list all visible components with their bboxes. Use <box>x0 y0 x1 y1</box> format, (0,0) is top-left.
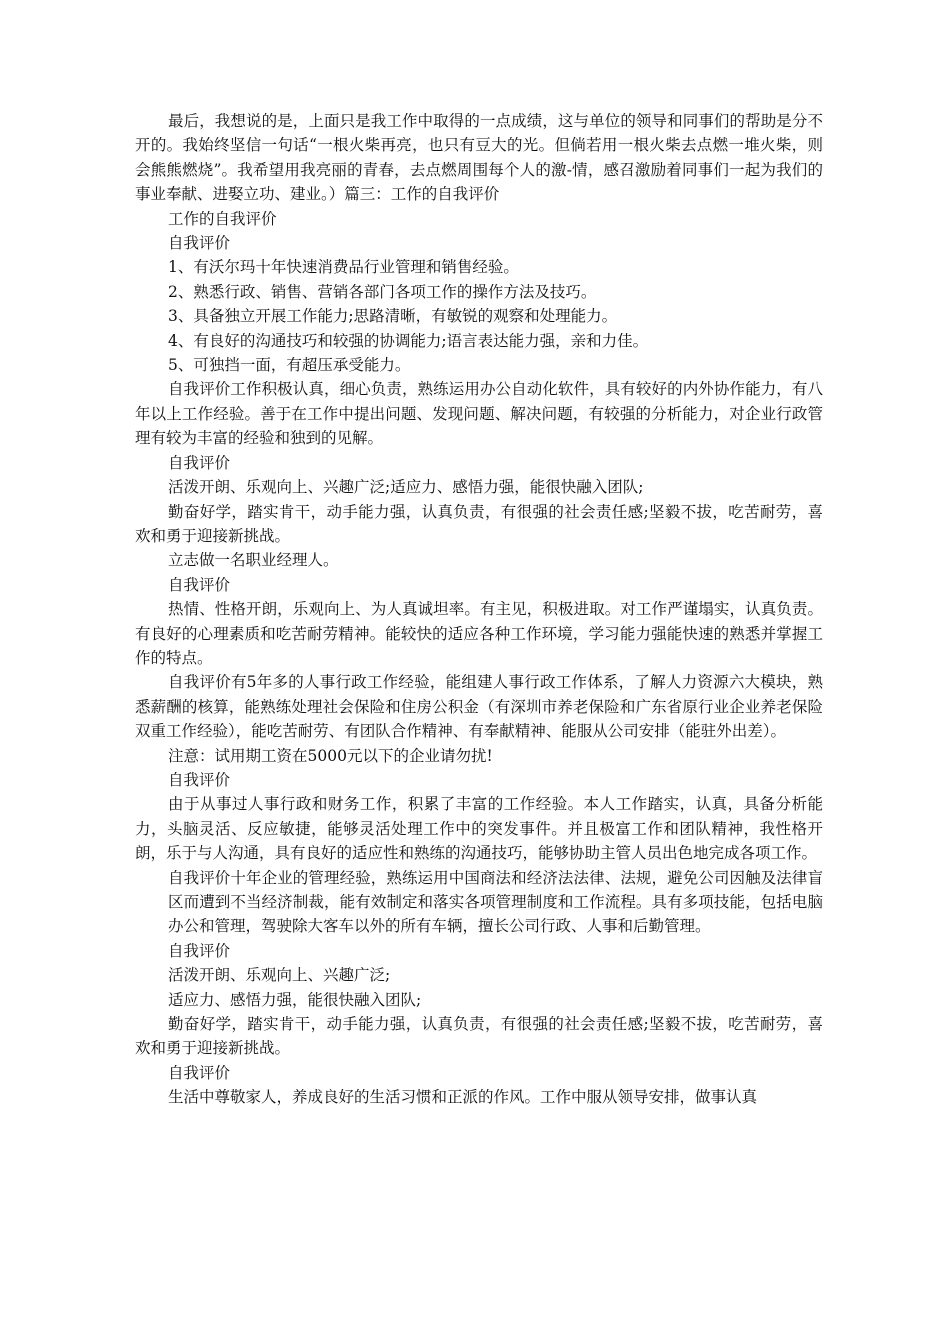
paragraph: 活泼开朗、乐观向上、兴趣广泛;适应力、感悟力强，能很快融入团队; <box>168 478 644 497</box>
self-evaluation-heading: 自我评价 <box>168 234 231 253</box>
paragraph: 勤奋好学，踏实肯干，动手能力强，认真负责，有很强的社会责任感;坚毅不拔，吃苦耐劳，喜欢和勇于迎接新挑战。 <box>135 502 823 545</box>
paragraph-conclusion: 最后，我想说的是，上面只是我工作中取得的一点成绩，这与单位的领导和同事们的帮助是分不开的。我始终坚信一句话“一根火柴再亮，也只有豆大的光。但倘若用一根火柴去点燃一堆火柴，则会熊熊燃烧”。我希望用我亮丽的青春，去点燃周围每个人的激-情，感召激励着同事们一起为我们的事业奉献、进娶立功、建业。）篇三：工作的自我评价 <box>135 112 823 204</box>
self-evaluation-heading: 自我评价 <box>168 575 231 594</box>
self-evaluation-heading: 自我评价 <box>168 941 231 960</box>
paragraph: 自我评价工作积极认真，细心负责，熟练运用办公自动化软件，具有较好的内外协作能力，有八年以上工作经验。善于在工作中提出问题、发现问题、解决问题，有较强的分析能力，对企业行政管理有较为丰富的经验和独到的见解。 <box>135 380 823 448</box>
paragraph: 勤奋好学，踏实肯干，动手能力强，认真负责，有很强的社会责任感;坚毅不拔，吃苦耐劳，喜欢和勇于迎接新挑战。 <box>135 1015 823 1058</box>
list-item: 4、有良好的沟通技巧和较强的协调能力;语言表达能力强，亲和力佳。 <box>168 331 649 350</box>
paragraph: 自我评价有5年多的人事行政工作经验，能组建人事行政工作体系，了解人力资源六大模块，熟悉薪酬的核算，能熟练处理社会保险和住房公积金（有深圳市养老保险和广东省原行业企业养老保险双重工作经验），能吃苦耐劳、有团队合作精神、有奉献精神、能服从公司安排（能驻外出差）。 <box>135 673 823 741</box>
paragraph: 自我评价十年企业的管理经验，熟练运用中国商法和经济法法律、法规，避免公司因触及法律盲区而遭到不当经济制裁，能有效制定和落实各项管理制度和工作流程。具有多项技能，包括电脑办公和管理，驾驶除大客车以外的所有车辆，擅长公司行政、人事和后勤管理。 <box>168 868 823 936</box>
paragraph: 生活中尊敬家人，养成良好的生活习惯和正派的作风。工作中服从领导安排，做事认真 <box>168 1088 758 1107</box>
self-evaluation-heading: 自我评价 <box>168 453 231 472</box>
list-item: 2、熟悉行政、销售、营销各部门各项工作的操作方法及技巧。 <box>168 282 597 301</box>
list-item: 1、有沃尔玛十年快速消费品行业管理和销售经验。 <box>168 258 519 277</box>
paragraph: 立志做一名职业经理人。 <box>168 551 339 570</box>
list-item: 5、可独挡一面，有超压承受能力。 <box>168 356 411 375</box>
self-evaluation-heading: 自我评价 <box>168 1063 231 1082</box>
paragraph: 由于从事过人事行政和财务工作，积累了丰富的工作经验。本人工作踏实，认真，具备分析能力，头脑灵活、反应敏捷，能够灵活处理工作中的突发事件。并且极富工作和团队精神，我性格开朗，乐于与人沟通，具有良好的适应性和熟练的沟通技巧，能够协助主管人员出色地完成各项工作。 <box>135 795 823 863</box>
section-title: 工作的自我评价 <box>168 209 277 228</box>
self-evaluation-heading: 自我评价 <box>168 770 231 789</box>
notice: 注意：试用期工资在5000元以下的企业请勿扰! <box>168 746 493 765</box>
paragraph: 适应力、感悟力强，能很快融入团队; <box>168 990 422 1009</box>
list-item: 3、具备独立开展工作能力;思路清晰，有敏锐的观察和处理能力。 <box>168 307 618 326</box>
document-page <box>135 109 823 1110</box>
paragraph: 热情、性格开朗，乐观向上、为人真诚坦率。有主见，积极进取。对工作严谨塌实，认真负责。有良好的心理素质和吃苦耐劳精神。能较快的适应各种工作环境，学习能力强能快速的熟悉并掌握工作的特点。 <box>135 600 823 667</box>
paragraph: 活泼开朗、乐观向上、兴趣广泛; <box>168 966 391 985</box>
